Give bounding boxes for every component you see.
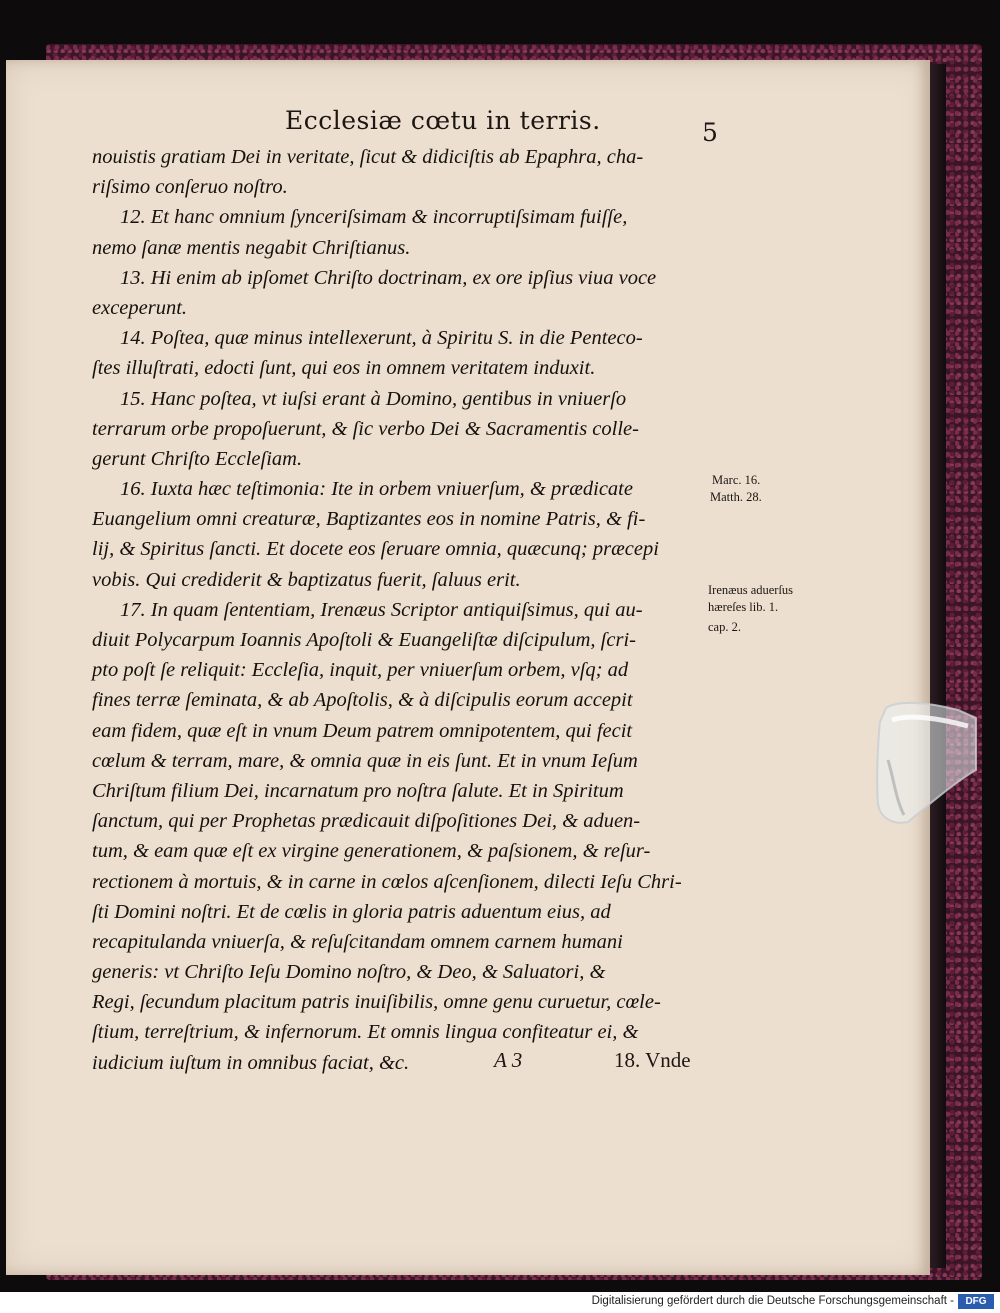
text-line: fines terræ ſeminata, & ab Apoſtolis, & à diſcipulis eorum accepit [92, 689, 633, 712]
text-line: vobis. Qui crediderit & baptizatus fuerit, ſaluus erit. [92, 568, 521, 591]
text-line: 12. Et hanc omnium ſynceriſsimam & incorruptiſsimam fuiſſe, [120, 206, 628, 229]
text-line: ſti Domini noſtri. Et de cœlis in gloria patris aduentum eius, ad [92, 900, 611, 923]
text-line: recapitulanda vniuerſa, & reſuſcitandam omnem carnem humani [92, 930, 623, 953]
signature-mark: A 3 [494, 1048, 523, 1072]
text-line: gerunt Chriſto Eccleſiam. [92, 447, 303, 470]
text-line: riſsimo conſeruo noſtro. [92, 176, 288, 199]
text-line: generis: vt Chriſto Ieſu Domino noſtro, & Deo, & Saluatori, & [92, 961, 606, 984]
footer-credit: Digitalisierung gefördert durch die Deutsche Forschungsgemeinschaft - [591, 1295, 954, 1307]
margin-note-irenaeus-cap: cap. 2. [708, 620, 741, 634]
text-line: tum, & eam quæ eſt ex virgine generationem, & paſsionem, & reſur- [92, 840, 651, 863]
text-line: cœlum & terram, mare, & omnia quæ in eis ſunt. Et in vnum Ieſum [92, 749, 638, 772]
text-line: iudicium iuſtum in omnibus faciat, &c. [92, 1051, 410, 1074]
text-line: lij, & Spiritus ſancti. Et docete eos ſeruare omnia, quæcunq; præcepi [92, 538, 659, 561]
text-line: diuit Polycarpum Ioannis Apoſtoli & Euangeliſtæ diſcipulum, ſcri- [92, 629, 636, 651]
text-line: ſanctum, qui per Prophetas prædicauit diſpoſitiones Dei, & aduen- [92, 810, 641, 833]
text-line: eam fidem, quæ eſt in vnum Deum patrem omnipotentem, qui fecit [92, 719, 633, 742]
margin-note-irenaeus-lib: hæreſes lib. 1. [708, 600, 779, 614]
text-line: Regi, ſecundum placitum patris inuiſibilis, omne genu curuetur, cœle- [92, 991, 661, 1014]
catchword: 18. Vnde [614, 1048, 691, 1072]
text-line: exceperunt. [92, 296, 188, 319]
text-line: terrarum orbe propoſuerunt, & ſic verbo Dei & Sacramentis colle- [92, 417, 639, 440]
text-line: Euangelium omni creaturæ, Baptizantes eos in nomine Patris, & fi- [92, 508, 646, 531]
margin-note-marc: Marc. 16. [712, 473, 761, 487]
page-number: 5 [702, 118, 718, 147]
text-line: 17. In quam ſententiam, Irenæus Scriptor antiquiſsimus, qui au- [120, 598, 643, 621]
text-line: nouistis gratiam Dei in veritate, ſicut & didiciſtis ab Epaphra, cha- [92, 146, 644, 168]
body-text [92, 142, 712, 1078]
text-line: ſtium, terreſtrium, & infernorum. Et omnis lingua confiteatur ei, & [92, 1021, 639, 1044]
text-line: Chriſtum filium Dei, incarnatum pro noſtra ſalute. Et in Spiritum [92, 779, 624, 802]
text-line: pto poſt ſe reliquit: Eccleſia, inquit, per vniuerſum orbem, vſq; ad [92, 659, 629, 682]
text-line: rectionem à mortuis, & in carne in cœlos aſcenſionem, dilecti Ieſu Chri- [92, 870, 682, 893]
text-line: ſtes illuſtrati, edocti ſunt, qui eos in omnem veritatem induxit. [92, 357, 596, 380]
margin-note-irenaeus: Irenæus aduerſus [708, 583, 794, 597]
digitization-footer [0, 1292, 1000, 1313]
running-head: Ecclesiæ cœtu in terris. [285, 106, 601, 135]
margin-note-matth: Matth. 28. [710, 490, 762, 504]
text-line: nemo ſanæ mentis negabit Chriſtianus. [92, 236, 411, 259]
text-line: 13. Hi enim ab ipſomet Chriſto doctrinam, ex ore ipſius viua voce [120, 266, 657, 289]
text-line: 15. Hanc poſtea, vt iuſsi erant à Domino, gentibus in vniuerſo [120, 387, 627, 410]
glass-page-weight [868, 700, 978, 825]
text-line: 16. Iuxta hæc teſtimonia: Ite in orbem vniuerſum, & prædicate [120, 478, 633, 501]
dfg-logo: DFG [958, 1294, 994, 1309]
text-line: 14. Poſtea, quæ minus intellexerunt, à Spiritu S. in die Penteco- [120, 327, 643, 350]
